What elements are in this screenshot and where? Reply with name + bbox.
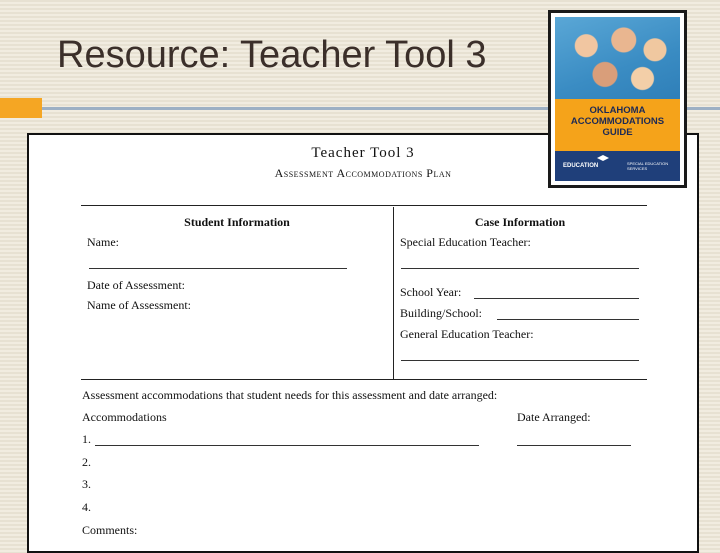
date-arranged-column-label: Date Arranged: [517,410,591,424]
top-rule [81,205,647,206]
accommodation-item-2: 2. [82,455,91,469]
accommodation-item-1: 1. [82,432,91,446]
name-blank[interactable] [89,268,347,269]
section-rule [81,379,647,380]
document-subtitle: Assessment Accommodations Plan [274,166,452,180]
date-1-blank[interactable] [517,445,631,446]
building-school-blank[interactable] [497,319,639,320]
accommodations-guide-cover [548,10,687,188]
date-of-assessment-label: Date of Assessment: [87,278,185,292]
gen-ed-teacher-blank[interactable] [401,360,639,361]
accommodations-intro: Assessment accommodations that student needs for this assessment and date arranged: [82,388,498,402]
accommodation-item-4: 4. [82,500,91,514]
student-info-heading: Student Information [184,215,290,229]
children-photo [555,17,680,99]
case-info-heading: Case Information [474,215,566,229]
accommodation-1-blank[interactable] [95,445,479,446]
school-year-blank[interactable] [474,298,639,299]
comments-label: Comments: [82,523,138,537]
special-education-services-text: SPECIAL EDUCATION SERVICES [627,161,669,171]
name-of-assessment-label: Name of Assessment: [87,298,191,312]
column-divider [393,207,394,379]
building-school-label: Building/School: [400,306,483,320]
gen-ed-teacher-label: General Education Teacher: [400,327,534,341]
sped-teacher-label: Special Education Teacher: [400,235,531,249]
name-label: Name: [87,235,119,249]
cover-title: OKLAHOMA ACCOMMODATIONS GUIDE [570,105,665,138]
teacher-tool-document [27,133,699,553]
document-title: Teacher Tool 3 [311,145,415,161]
accommodation-item-3: 3. [82,477,91,491]
accommodations-column-label: Accommodations [82,410,167,424]
slide-title: Resource: Teacher Tool 3 [57,34,487,76]
school-year-label: School Year: [400,285,462,299]
title-accent-bar [0,98,42,118]
education-logo-text: EDUCATION [563,163,599,169]
sped-teacher-blank[interactable] [401,268,639,269]
